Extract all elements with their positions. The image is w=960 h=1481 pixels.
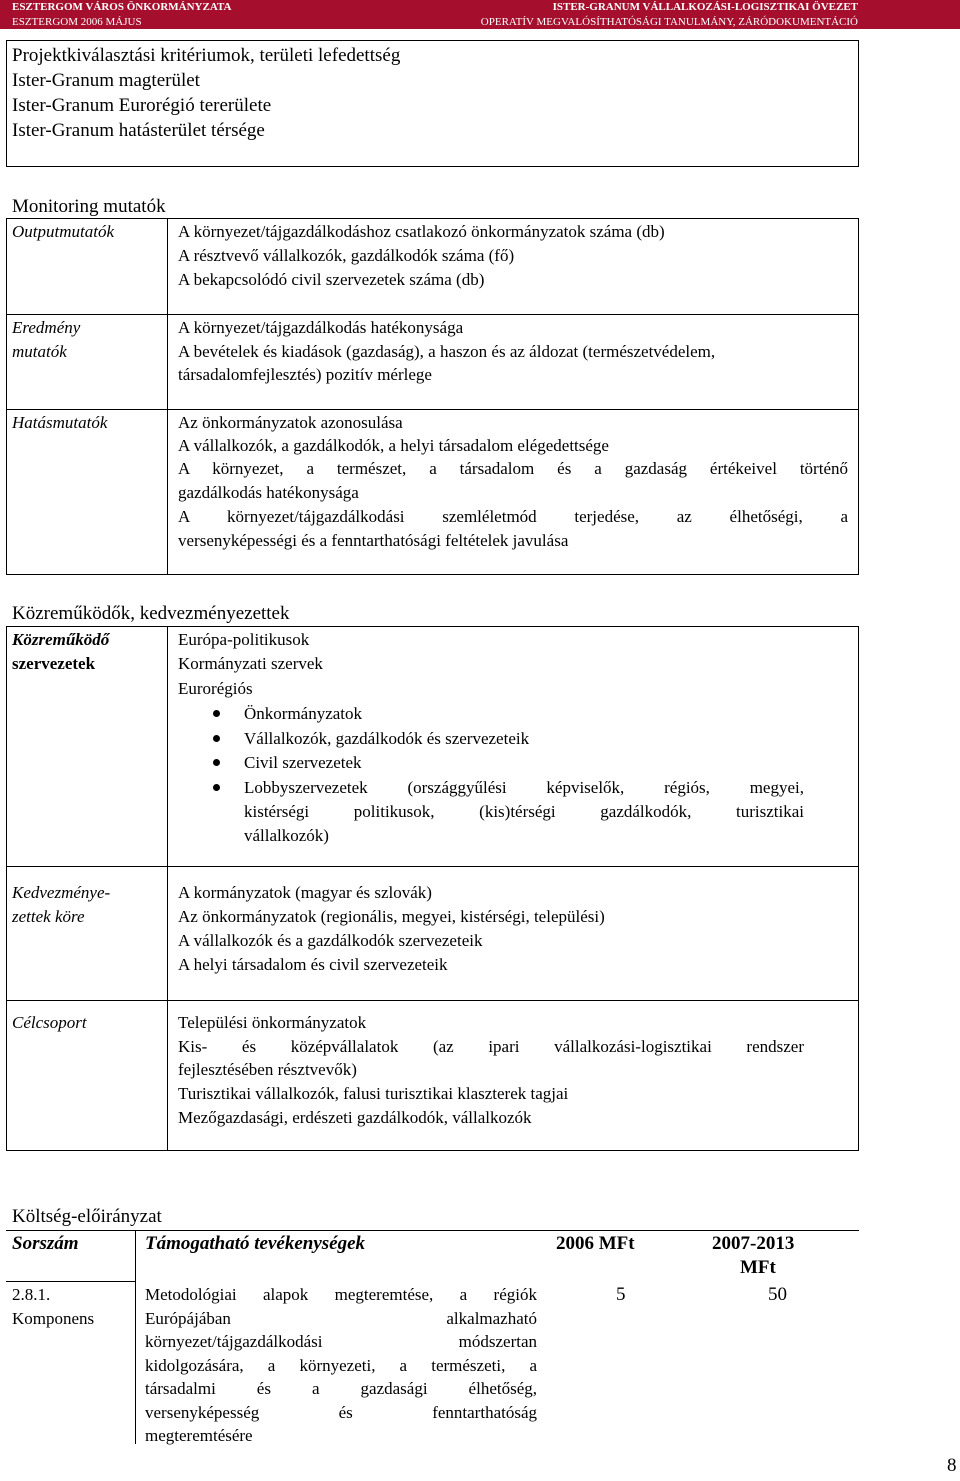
budget-activity-line: Európájában alkalmazható xyxy=(145,1309,537,1328)
monitoring-line: A környezet/tájgazdálkodáshoz csatlakozó önkormányzatok száma (db) xyxy=(178,222,665,241)
target-label: Célcsoport xyxy=(12,1013,87,1032)
cooperating-label: szervezetek xyxy=(12,654,96,673)
bullet-icon xyxy=(213,710,220,717)
beneficiaries-line: A kormányzatok (magyar és szlovák) xyxy=(178,883,432,902)
target-line: fejlesztésében résztvevők) xyxy=(178,1060,357,1079)
budget-header-activity: Támogatható tevékenységek xyxy=(145,1233,366,1254)
stakeholders-column-divider xyxy=(167,626,168,1151)
beneficiaries-line: A helyi társadalom és civil szervezeteik xyxy=(178,955,448,974)
header-divider xyxy=(0,29,960,30)
cooperating-line: Európa-politikusok xyxy=(178,630,310,649)
stakeholders-row-divider xyxy=(6,866,859,867)
monitoring-row-divider xyxy=(6,409,859,410)
monitoring-title: Monitoring mutatók xyxy=(12,196,166,217)
header-bottom-band xyxy=(0,15,960,30)
stakeholders-table xyxy=(6,626,859,1151)
budget-activity-line: versenyképesség és fenntarthatóság xyxy=(145,1403,537,1422)
cooperating-line: Eurorégiós xyxy=(178,679,253,698)
budget-activity-line: Metodológiai alapok megteremtése, a régiók xyxy=(145,1285,537,1304)
cooperating-bullet: Önkormányzatok xyxy=(244,704,363,723)
stakeholders-title: Közreműködők, kedvezményezettek xyxy=(12,603,290,624)
header-left-bottom: ESZTERGOM 2006 MÁJUS xyxy=(12,16,142,28)
budget-column-divider xyxy=(135,1230,136,1444)
stakeholders-row-divider xyxy=(6,1000,859,1001)
budget-row-id: 2.8.1. xyxy=(12,1285,51,1304)
target-line: Települési önkormányzatok xyxy=(178,1013,367,1032)
criteria-line: Ister-Granum magterület xyxy=(12,70,200,91)
budget-title: Költség-előirányzat xyxy=(12,1206,162,1227)
cooperating-bullet: Vállalkozók, gazdálkodók és szervezeteik xyxy=(244,729,530,748)
cooperating-line: Kormányzati szervek xyxy=(178,654,323,673)
header-right-top: ISTER-GRANUM VÁLLALKOZÁSI-LOGISZTIKAI ÖVEZET xyxy=(552,1,858,13)
beneficiaries-label: Kedvezménye- xyxy=(12,883,111,902)
monitoring-line: A környezet/tájgazdálkodási szemléletmód terjedése, az élhetőségi, a xyxy=(178,507,848,526)
target-line: Turisztikai vállalkozók, falusi turisztikai klaszterek tagjai xyxy=(178,1084,569,1103)
budget-activity-line: környezet/tájgazdálkodási módszertan xyxy=(145,1332,537,1351)
bullet-icon xyxy=(213,735,220,742)
cooperating-label: Közreműködő xyxy=(12,630,110,649)
cooperating-bullet: Lobbyszervezetek (országgyűlési képviselők, régiós, megyei, xyxy=(244,778,804,797)
header-right-bottom: OPERATÍV MEGVALÓSÍTHATÓSÁGI TANULMÁNY, ZÁRÓDOKUMENTÁCIÓ xyxy=(480,16,858,28)
monitoring-label-result: mutatók xyxy=(12,342,67,361)
monitoring-line: A környezet, a természet, a társadalom és a gazdaság értékeivel történő xyxy=(178,459,848,478)
cooperating-bullet: vállalkozók) xyxy=(244,826,329,845)
monitoring-line: A környezet/tájgazdálkodás hatékonysága xyxy=(178,318,464,337)
header-top-band xyxy=(0,0,960,15)
beneficiaries-label: zettek köre xyxy=(12,907,85,926)
header-left-top: ESZTERGOM VÁROS ÖNKORMÁNYZATA xyxy=(12,1,232,13)
beneficiaries-line: Az önkormányzatok (regionális, megyei, kistérségi, települési) xyxy=(178,907,605,926)
monitoring-line: gazdálkodás hatékonysága xyxy=(178,483,359,502)
monitoring-line: Az önkormányzatok azonosulása xyxy=(178,413,403,432)
monitoring-column-divider xyxy=(167,218,168,575)
monitoring-line: A bevételek és kiadások (gazdaság), a haszon és az áldozat (természetvédelem, xyxy=(178,342,716,361)
monitoring-line: A bekapcsolódó civil szervezetek száma (db) xyxy=(178,270,485,289)
monitoring-line: A résztvevő vállalkozók, gazdálkodók száma (fő) xyxy=(178,246,515,265)
budget-value-2007-2013: 50 xyxy=(768,1284,787,1305)
budget-header-unit: MFt xyxy=(740,1257,776,1278)
target-line: Mezőgazdasági, erdészeti gazdálkodók, vállalkozók xyxy=(178,1108,532,1127)
budget-activity-line: megteremtésére xyxy=(145,1426,253,1445)
monitoring-line: versenyképességi és a fenntarthatósági feltételek javulása xyxy=(178,531,569,550)
monitoring-label-impact: Hatásmutatók xyxy=(12,413,108,432)
cooperating-bullet: kistérségi politikusok, (kis)térségi gazdálkodók, turisztikai xyxy=(244,802,804,821)
monitoring-label-output: Outputmutatók xyxy=(12,222,114,241)
target-line: Kis- és középvállalatok (az ipari vállalkozási-logisztikai rendszer xyxy=(178,1037,804,1056)
monitoring-label-result: Eredmény xyxy=(12,318,81,337)
budget-row-id: Komponens xyxy=(12,1309,95,1328)
budget-activity-line: társadalmi és a gazdasági élhetőség, xyxy=(145,1379,537,1398)
page-number: 8 xyxy=(947,1455,957,1476)
bullet-icon xyxy=(213,759,220,766)
budget-value-2006: 5 xyxy=(616,1284,626,1305)
budget-header-2006: 2006 MFt xyxy=(556,1233,635,1254)
criteria-title: Projektkiválasztási kritériumok, területi lefedettség xyxy=(12,45,401,66)
criteria-line: Ister-Granum Eurorégió tererülete xyxy=(12,95,272,116)
bullet-icon xyxy=(213,784,220,791)
cooperating-bullet: Civil szervezetek xyxy=(244,753,362,772)
beneficiaries-line: A vállalkozók és a gazdálkodók szervezeteik xyxy=(178,931,483,950)
budget-header-2007-2013: 2007-2013 xyxy=(712,1233,795,1254)
criteria-line: Ister-Granum hatásterület térsége xyxy=(12,120,265,141)
budget-activity-line: kidolgozására, a környezeti, a természeti, a xyxy=(145,1356,537,1375)
monitoring-line: A vállalkozók, a gazdálkodók, a helyi társadalom elégedettsége xyxy=(178,436,609,455)
monitoring-line: társadalomfejlesztés) pozitív mérlege xyxy=(178,365,432,384)
budget-header-id: Sorszám xyxy=(12,1233,79,1254)
